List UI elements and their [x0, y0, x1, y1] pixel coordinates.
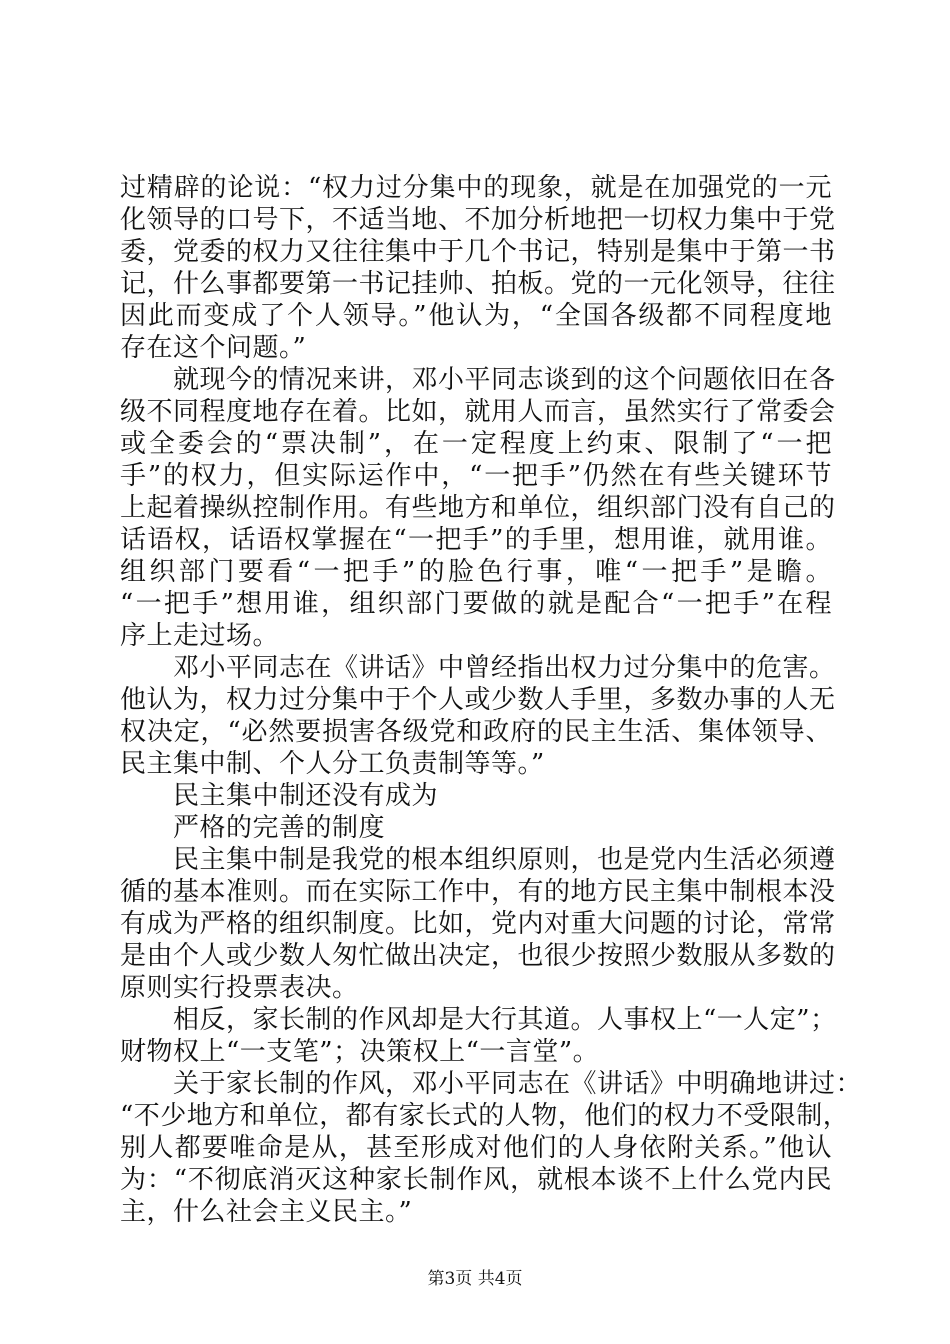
text-line: 序上走过场。 — [120, 621, 280, 651]
text-line: 话语权，话语权掌握在“一把手”的手里，想用谁，就用谁。 — [120, 525, 832, 555]
text-line: “不少地方和单位，都有家长式的人物，他们的权力不受限制， — [120, 1101, 850, 1131]
text-line: 过精辟的论说：“权力过分集中的现象，就是在加强党的一元 — [120, 173, 832, 203]
text-line: 记，什么事都要第一书记挂帅、拍板。党的一元化领导，往往 — [120, 269, 836, 299]
text-line: 循的基本准则。而在实际工作中，有的地方民主集中制根本没 — [120, 877, 836, 907]
text-line: 级不同程度地存在着。比如，就用人而言，虽然实行了常委会 — [120, 397, 836, 427]
text-line: 主，什么社会主义民主。” — [120, 1197, 413, 1227]
text-line: 关于家长制的作风，邓小平同志在《讲话》中明确地讲过： — [120, 1069, 863, 1099]
text-line: “一把手”想用谁，组织部门要做的就是配合“一把手”在程 — [120, 589, 832, 619]
text-line: 相反，家长制的作风却是大行其道。人事权上“一人定”； — [120, 1005, 837, 1035]
text-line: 是由个人或少数人匆忙做出决定，也很少按照少数服从多数的 — [120, 941, 836, 971]
text-line: 就现今的情况来讲，邓小平同志谈到的这个问题依旧在各 — [120, 365, 836, 395]
text-line: 委，党委的权力又往往集中于几个书记，特别是集中于第一书 — [120, 237, 836, 267]
text-line: 民主集中制、个人分工负责制等等。” — [120, 749, 545, 779]
text-line: 因此而变成了个人领导。”他认为，“全国各级都不同程度地 — [120, 301, 832, 331]
document-body — [120, 172, 863, 1228]
text-line: 为：“不彻底消灭这种家长制作风，就根本谈不上什么党内民 — [120, 1165, 832, 1195]
text-line: 存在这个问题。” — [120, 333, 307, 363]
text-line: 手”的权力，但实际运作中，“一把手”仍然在有些关键环节 — [120, 461, 832, 491]
section-heading-line: 严格的完善的制度 — [120, 813, 386, 843]
text-line: 原则实行投票表决。 — [120, 973, 359, 1003]
section-heading-line: 民主集中制还没有成为 — [120, 781, 439, 811]
text-line: 他认为，权力过分集中于个人或少数人手里，多数办事的人无 — [120, 685, 836, 715]
text-line: 别人都要唯命是从，甚至形成对他们的人身依附关系。”他认 — [120, 1133, 832, 1163]
text-line: 邓小平同志在《讲话》中曾经指出权力过分集中的危害。 — [120, 653, 836, 683]
text-line: 权决定，“必然要损害各级党和政府的民主生活、集体领导、 — [120, 717, 832, 747]
text-line: 财物权上“一支笔”；决策权上“一言堂”。 — [120, 1037, 600, 1067]
text-line: 或全委会的“票决制”，在一定程度上约束、限制了“一把 — [120, 429, 832, 459]
page-footer: 第3页 共4页 — [427, 1269, 523, 1289]
text-line: 上起着操纵控制作用。有些地方和单位，组织部门没有自己的 — [120, 493, 836, 523]
text-line: 化领导的口号下，不适当地、不加分析地把一切权力集中于党 — [120, 205, 836, 235]
text-line: 组织部门要看“一把手”的脸色行事，唯“一把手”是瞻。 — [120, 557, 832, 587]
text-line: 有成为严格的组织制度。比如，党内对重大问题的讨论，常常 — [120, 909, 836, 939]
text-line: 民主集中制是我党的根本组织原则，也是党内生活必须遵 — [120, 845, 836, 875]
